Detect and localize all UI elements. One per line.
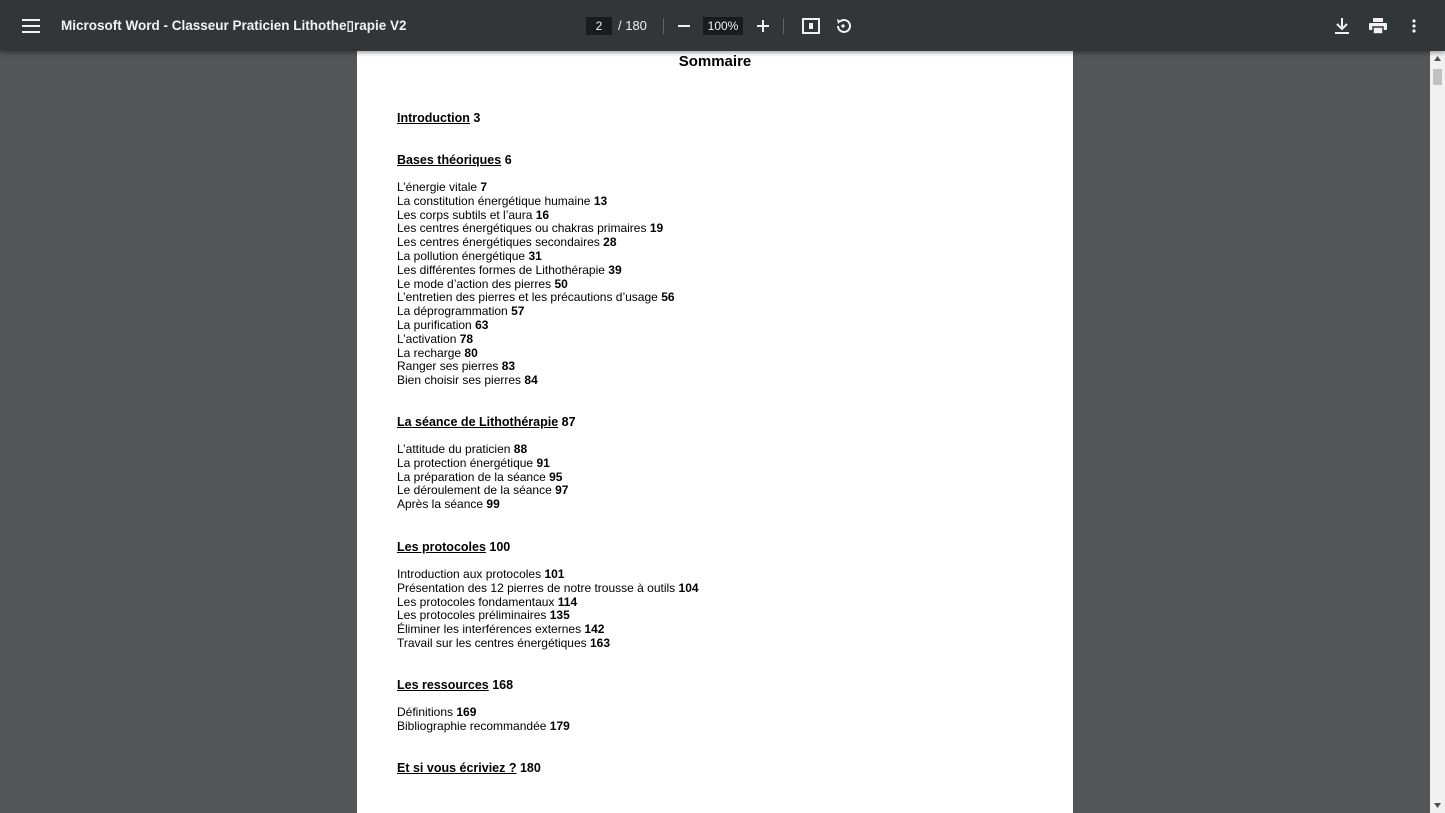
toc-section-title[interactable]: Bases théoriques 6 bbox=[397, 153, 512, 167]
toc-item[interactable]: Les différentes formes de Lithothérapie 39 bbox=[397, 262, 622, 277]
toc-item[interactable]: Ranger ses pierres 83 bbox=[397, 359, 516, 374]
plus-icon[interactable] bbox=[747, 10, 779, 42]
toc-item[interactable]: Travail sur les centres énergétiques 163 bbox=[397, 635, 611, 650]
toc-item[interactable]: La pollution énergétique 31 bbox=[397, 248, 542, 263]
toc-item[interactable]: La purification 63 bbox=[397, 317, 489, 332]
toc-item[interactable]: Définitions 169 bbox=[397, 705, 477, 719]
toc-item[interactable]: Introduction aux protocoles 101 bbox=[397, 567, 565, 581]
zoom-input[interactable] bbox=[703, 17, 743, 35]
toc-section bbox=[397, 415, 576, 512]
print-icon[interactable] bbox=[1362, 10, 1394, 42]
page-number-input[interactable] bbox=[586, 17, 612, 35]
minus-icon[interactable] bbox=[668, 10, 700, 42]
toc-section-title[interactable]: Les protocoles 100 bbox=[397, 540, 511, 554]
toc-section bbox=[397, 540, 699, 651]
toc-item[interactable]: Les protocoles préliminaires 135 bbox=[397, 608, 570, 623]
toc-section-title[interactable]: Introduction 3 bbox=[397, 111, 481, 125]
toc-item[interactable]: La déprogrammation 57 bbox=[397, 304, 525, 319]
rotate-counterclockwise-icon[interactable] bbox=[827, 10, 859, 42]
toc-section-title[interactable]: Les ressources 168 bbox=[397, 678, 514, 692]
page-total: / 180 bbox=[618, 18, 647, 33]
toc-item[interactable]: Le mode d’action des pierres 50 bbox=[397, 276, 568, 291]
scrollbar-thumb[interactable] bbox=[1433, 69, 1442, 85]
fit-to-page-icon[interactable] bbox=[795, 10, 827, 42]
toc-item[interactable]: L’énergie vitale 7 bbox=[397, 180, 488, 194]
toc-item[interactable]: Les centres énergétiques secondaires 28 bbox=[397, 235, 617, 250]
toc-item[interactable]: Éliminer les interférences externes 142 bbox=[397, 622, 605, 637]
download-icon[interactable] bbox=[1326, 10, 1358, 42]
toc-item[interactable]: L’activation 78 bbox=[397, 331, 474, 346]
page-heading: Sommaire bbox=[678, 53, 752, 70]
toc-item[interactable]: Les centres énergétiques ou chakras primaires 19 bbox=[397, 221, 664, 236]
toc-item[interactable]: Présentation des 12 pierres de notre trousse à outils 104 bbox=[397, 580, 699, 595]
toolbar-divider bbox=[783, 18, 784, 34]
toc-section-title[interactable]: Et si vous écriviez ? 180 bbox=[397, 761, 541, 775]
toc-item[interactable]: Le déroulement de la séance 97 bbox=[397, 483, 569, 498]
pdf-toolbar bbox=[0, 0, 1445, 51]
document-title: Microsoft Word - Classeur Praticien Lithothe▯rapie V2 bbox=[61, 17, 407, 33]
toc-item[interactable]: La protection énergétique 91 bbox=[397, 455, 550, 470]
more-vertical-icon[interactable] bbox=[1398, 10, 1430, 42]
toc-item[interactable]: L’attitude du praticien 88 bbox=[397, 442, 528, 456]
toc-item[interactable]: Bien choisir ses pierres 84 bbox=[397, 373, 538, 388]
toc-item[interactable]: La recharge 80 bbox=[397, 345, 478, 360]
hamburger-menu-icon[interactable] bbox=[15, 10, 47, 42]
toc-item[interactable]: La constitution énergétique humaine 13 bbox=[397, 193, 608, 208]
toc-item[interactable]: L’entretien des pierres et les précautions d’usage 56 bbox=[397, 290, 675, 305]
vertical-scrollbar[interactable] bbox=[1430, 51, 1445, 813]
toc-section bbox=[397, 111, 480, 125]
toc-item[interactable]: La préparation de la séance 95 bbox=[397, 469, 563, 484]
scroll-up-arrow-icon[interactable] bbox=[1430, 51, 1445, 66]
toc-item[interactable]: Après la séance 99 bbox=[397, 497, 500, 512]
document-viewer[interactable] bbox=[0, 51, 1430, 813]
toolbar-divider bbox=[663, 18, 664, 34]
toc-section bbox=[397, 761, 541, 775]
toc-item[interactable]: Les protocoles fondamentaux 114 bbox=[397, 594, 578, 609]
toc-section bbox=[397, 153, 675, 388]
pdf-page bbox=[357, 51, 1073, 813]
toc-item[interactable]: Bibliographie recommandée 179 bbox=[397, 718, 570, 733]
scroll-down-arrow-icon[interactable] bbox=[1430, 798, 1445, 813]
toc-section bbox=[397, 678, 570, 734]
toc-item[interactable]: Les corps subtils et l’aura 16 bbox=[397, 207, 550, 222]
toc-section-title[interactable]: La séance de Lithothérapie 87 bbox=[397, 415, 576, 429]
